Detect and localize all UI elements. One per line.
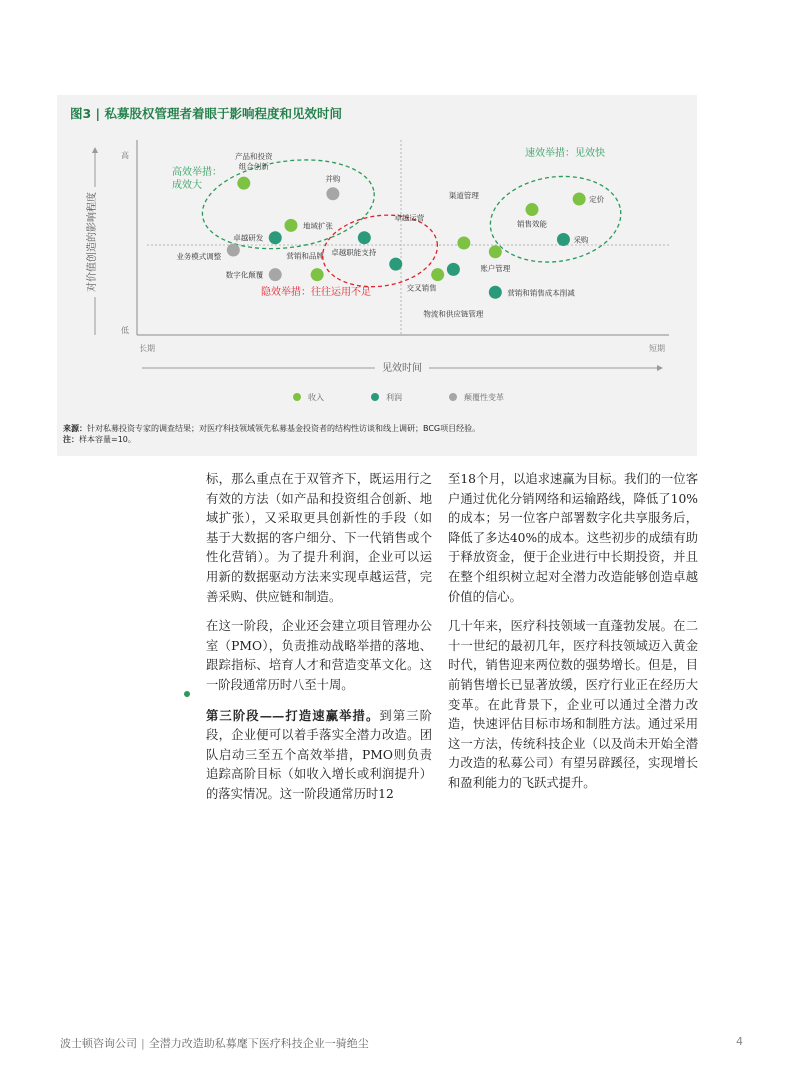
point-label: 采购 (573, 235, 589, 245)
point-label: 账户管理 (480, 263, 511, 273)
data-point (573, 193, 586, 206)
data-point (237, 177, 250, 190)
y-axis-title: 对价值创造的影响程度 (87, 192, 98, 292)
footer-company: 波士顿咨询公司 (60, 1037, 137, 1050)
group-ellipse (197, 150, 380, 259)
point-label: 物流和供应链管理 (423, 309, 484, 319)
legend-label: 颠覆性变革 (464, 393, 504, 402)
figure-title: 图3 | 私募股权管理者着眼于影响程度和见效时间 (70, 106, 342, 121)
data-point (457, 237, 470, 250)
data-point (358, 231, 371, 244)
point-label: 营销和销售成本削减 (507, 288, 575, 298)
footer-doc-title: 全潜力改造助私募麾下医疗科技企业一骑绝尘 (148, 1037, 369, 1050)
left-paragraph-2: 在这一阶段，企业还会建立项目管理办公室（PMO），负责推动战略举措的落地、跟踪指标、培育人才和营造变革文化。这一阶段通常历时八至十周。 (206, 619, 432, 692)
data-point (269, 268, 282, 281)
data-point (269, 231, 282, 244)
point-label: 定价 (589, 195, 605, 204)
figure-panel (57, 95, 697, 456)
point-label: 渠道管理 (448, 191, 479, 200)
body-column-right (448, 470, 698, 804)
point-label: 产品和投资 (235, 152, 273, 162)
legend-label: 利润 (386, 393, 402, 402)
note-text: 样本容量=10。 (79, 435, 136, 444)
point-label-line2: 组合创新 (238, 162, 269, 172)
scatter-chart (57, 95, 697, 415)
x-title-arrow (657, 365, 663, 371)
point-label: 卓越研发 (233, 233, 264, 243)
point-label: 卓越运营 (394, 213, 425, 223)
x-short-label: 短期 (649, 344, 665, 353)
legend-marker (371, 393, 379, 401)
group-label-line2: 成效大 (172, 180, 202, 191)
point-label: 数字化颠覆 (225, 270, 264, 280)
point-label: 并购 (325, 174, 341, 184)
point-label: 地域扩张 (302, 221, 333, 231)
y-title-arrow (92, 147, 98, 153)
point-label: 业务模式调整 (176, 252, 222, 262)
data-point (489, 245, 502, 258)
left-paragraph-1: 标，那么重点在于双管齐下，既运用行之有效的方法（如产品和投资组合创新、地域扩张），又采取更具创新性的手段（如基于大数据的客户细分、下一代销售或个性化营销）。为了提升利润，企业可以运用新的数据驱动方法来实现卓越运营，完善采购、供应链和制造。 (206, 472, 432, 604)
x-long-label: 长期 (139, 344, 155, 353)
phase3-text: 到第三阶段，企业便可以着手落实全潜力改造。团队启动三至五个高效举措，PMO则负责追踪高阶目标（如收入增长或利润提升）的落实情况。这一阶段通常历时12 (206, 708, 432, 801)
y-low-label: 低 (121, 326, 129, 335)
point-label: 卓越职能支持 (331, 248, 377, 258)
y-high-label: 高 (121, 151, 129, 160)
data-point (489, 286, 502, 299)
x-axis-title: 见效时间 (382, 363, 422, 374)
note-label: 注： (63, 435, 79, 444)
group-label: 速效举措：见效快 (525, 148, 605, 159)
data-point (431, 268, 444, 281)
legend-label: 收入 (308, 393, 324, 402)
bullet-dot-icon (184, 691, 190, 697)
data-point (311, 268, 324, 281)
data-point (389, 258, 402, 271)
source-label: 来源： (63, 424, 87, 433)
data-point (447, 263, 460, 276)
data-point (284, 219, 297, 232)
left-paragraph-3 (206, 706, 432, 805)
right-paragraph-2: 几十年来，医疗科技领域一直蓬勃发展。在二十一世纪的最初几年，医疗科技领域迈入黄金时代，销售迎来两位数的强势增长。但是，目前销售增长已显著放缓，医疗行业正在经历大变革。在此背景下，企业可以通过全潜力改造，快速评估目标市场和制胜方法。通过采用这一方法，传统科技企业（以及尚未开始全潜力改造的私募公司）有望另辟蹊径，实现增长和盈利能力的飞跃式提升。 (448, 619, 698, 790)
phase3-heading: 第三阶段——打造速赢举措。 (206, 707, 380, 723)
source-text: 针对私募投资专家的调查结果；对医疗科技领域领先私募基金投资者的结构性访谈和线上调研；BCG项目经验。 (87, 424, 481, 433)
legend-marker (449, 393, 457, 401)
point-label: 销售效能 (517, 219, 547, 229)
group-ellipse (485, 168, 627, 270)
right-paragraph-1: 至18个月，以追求速赢为目标。我们的一位客户通过优化分销网络和运输路线，降低了10%的成本；另一位客户部署数字化共享服务后，降低了多达40%的成本。这些初步的成绩有助于释放资金，便于企业进行中长期投资，并且在整个组织树立起对全潜力改造能够创造卓越价值的信心。 (448, 472, 698, 604)
point-label: 营销和品牌 (286, 251, 324, 261)
data-point (526, 203, 539, 216)
footer (60, 1035, 369, 1051)
data-point (227, 244, 240, 257)
point-label: 交叉销售 (406, 283, 437, 293)
data-point (326, 187, 339, 200)
figure-source (63, 423, 691, 445)
page-number: 4 (736, 1035, 743, 1048)
group-label: 高效举措： (172, 167, 222, 178)
legend-marker (293, 393, 301, 401)
footer-separator: | (141, 1037, 145, 1050)
group-label: 隐效举措：往往运用不足 (261, 287, 371, 298)
data-point (557, 233, 570, 246)
body-column-left (206, 470, 432, 815)
